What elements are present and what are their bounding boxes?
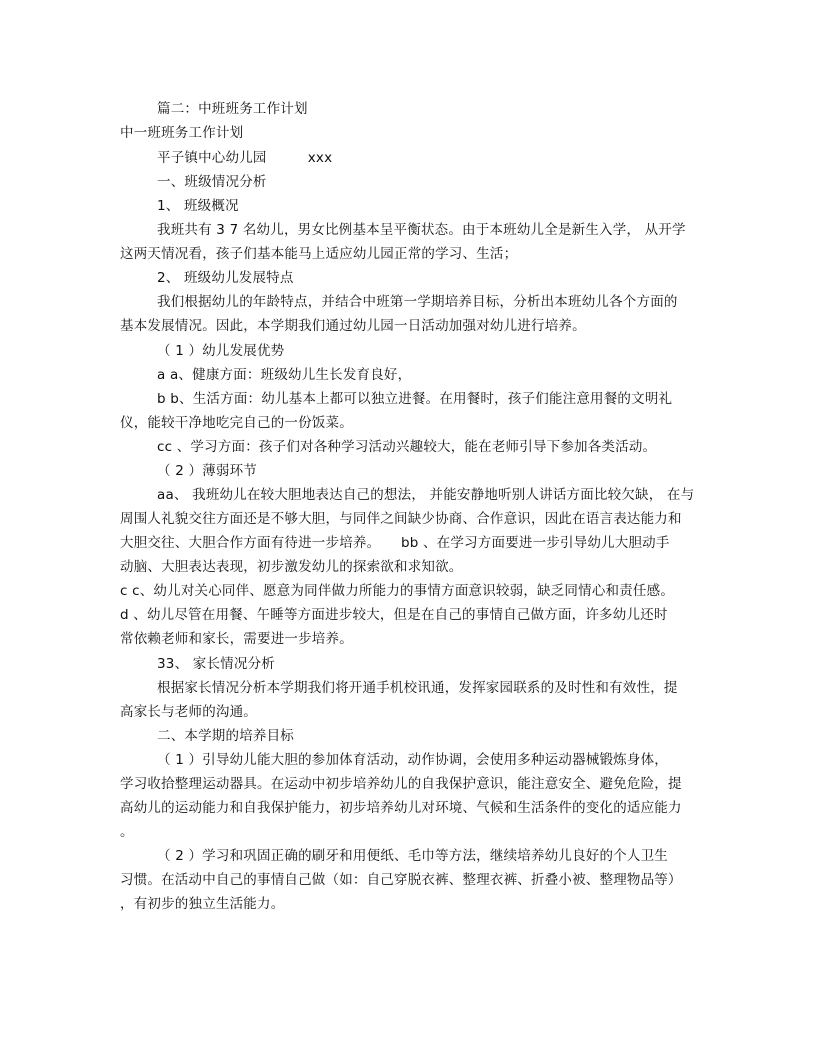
paragraph-line: 基本发展情况。因此，本学期我们通过幼儿园一日活动加强对幼儿进行培养。 <box>120 318 586 334</box>
list-item: 常依赖老师和家长，需要进一步培养。 <box>120 631 353 647</box>
subheading-weaknesses: （ 2 ）薄弱环节 <box>157 463 257 479</box>
paragraph-line: 高幼儿的运动能力和自我保护能力，初步培养幼儿对环境、气候和生活条件的变化的适应能力 <box>120 800 682 816</box>
list-item: aa、 我班幼儿在较大胆地表达自己的想法， 并能安静地听别人讲话方面比较欠缺， 在与 <box>157 487 695 503</box>
paragraph-line: 根据家长情况分析本学期我们将开通手机校讯通，发挥家园联系的及时性和有效性，提 <box>157 680 678 696</box>
list-item: b b、生活方面：幼儿基本上都可以独立进餐。在用餐时，孩子们能注意用餐的文明礼 <box>157 391 673 407</box>
list-item: d 、幼儿尽管在用餐、午睡等方面进步较大，但是在自己的事情自己做方面，许多幼儿还时 <box>120 607 668 623</box>
list-item: cc 、学习方面：孩子们对各种学习活动兴趣较大，能在老师引导下参加各类活动。 <box>157 439 657 455</box>
paragraph-line: 这两天情况看，孩子们基本能马上适应幼儿园正常的学习、生活； <box>120 246 518 262</box>
paragraph-line: （ 2 ）学习和巩固正确的刷牙和用便纸、毛巾等方法，继续培养幼儿良好的个人卫生 <box>157 848 668 864</box>
paragraph-line: ，有初步的独立生活能力。 <box>120 896 285 912</box>
list-item: 大胆交往、大胆合作方面有待进一步培养。 bb 、在学习方面要进一步引导幼儿大胆动手 <box>120 535 670 551</box>
heading-class-analysis: 一、班级情况分析 <box>157 174 267 190</box>
paragraph-line: 习惯。在活动中自己的事情自己做（如：自己穿脱衣裤、整理衣裤、折叠小被、整理物品等） <box>120 872 682 888</box>
paragraph-line: 学习收拾整理运动器具。在运动中初步培养幼儿的自我保护意识，能注意安全、避免危险，提 <box>120 776 682 792</box>
author-line: 平子镇中心幼儿园 xxx <box>157 150 333 166</box>
subheading-parents: 33、 家长情况分析 <box>157 656 275 672</box>
subheading-class-overview: 1、 班级概况 <box>157 198 239 214</box>
section-heading: 篇二：中班班务工作计划 <box>157 101 308 117</box>
paragraph-line: 我们根据幼儿的年龄特点，并结合中班第一学期培养目标，分析出本班幼儿各个方面的 <box>157 294 678 310</box>
list-item: 周围人礼貌交往方面还是不够大胆，与同伴之间缺少协商、合作意识，因此在语言表达能力和 <box>120 511 682 527</box>
paragraph-line: 。 <box>120 824 134 840</box>
document-title: 中一班班务工作计划 <box>120 125 244 141</box>
paragraph-line: 我班共有 3 7 名幼儿，男女比例基本呈平衡状态。由于本班幼儿全是新生入学， 从开学 <box>157 222 686 238</box>
paragraph-line: （ 1 ）引导幼儿能大胆的参加体育活动，动作协调，会使用多种运动器械锻炼身体， <box>157 752 668 768</box>
heading-goals: 二、本学期的培养目标 <box>157 728 294 744</box>
subheading-strengths: （ 1 ）幼儿发展优势 <box>157 343 285 359</box>
list-item: a a、健康方面：班级幼儿生长发育良好， <box>157 367 412 383</box>
list-item: 仪，能较干净地吃完自己的一份饭菜。 <box>120 415 353 431</box>
list-item: 动脑、大胆表达表现，初步激发幼儿的探索欲和求知欲。 <box>120 559 463 575</box>
paragraph-line: 高家长与老师的沟通。 <box>120 704 257 720</box>
subheading-development: 2、 班级幼儿发展特点 <box>157 270 294 286</box>
list-item: c c、幼儿对关心同伴、愿意为同伴做力所能力的事情方面意识较弱，缺乏同情心和责任感。 <box>120 583 675 599</box>
